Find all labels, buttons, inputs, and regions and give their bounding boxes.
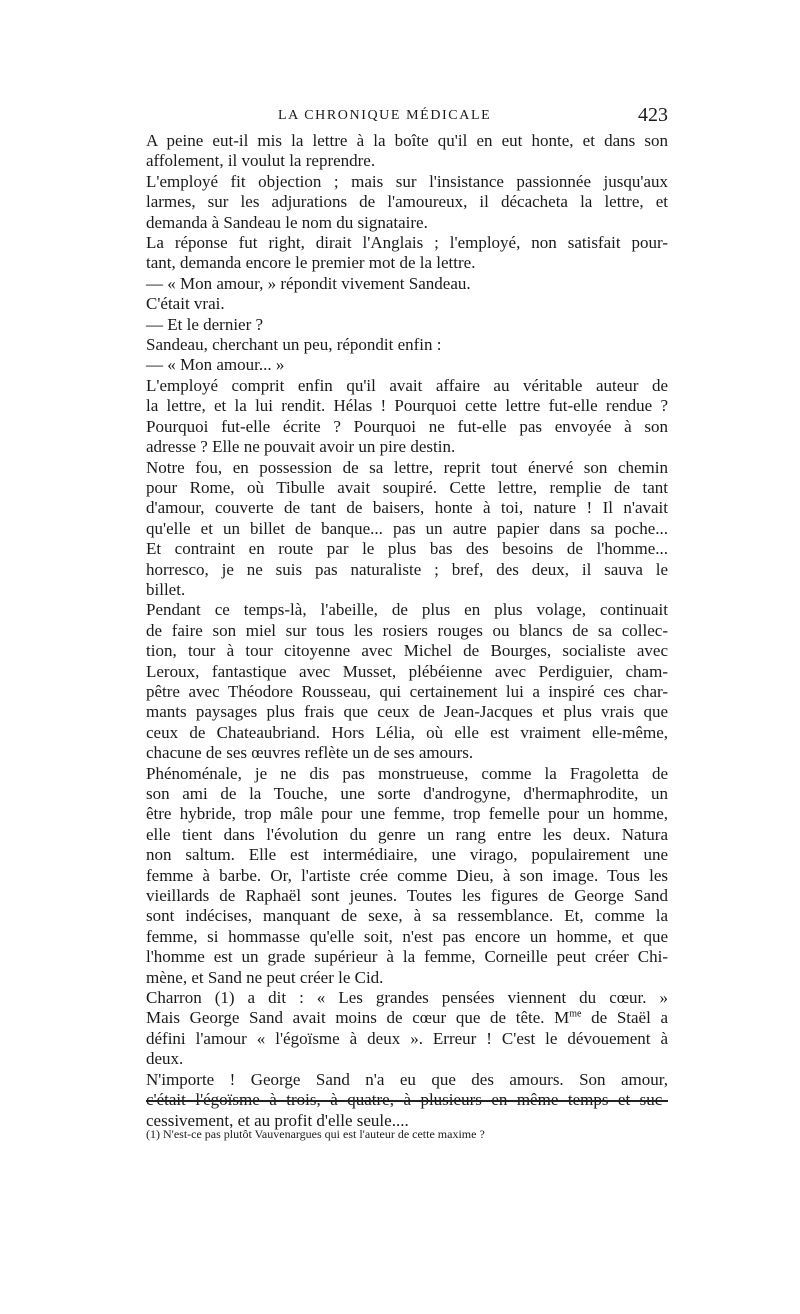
text-line: A peine eut-il mis la lettre à la boîte qu'il en eut honte, et dans son [146, 131, 668, 150]
text-line: L'employé fit objection ; mais sur l'insistance passionnée jusqu'aux [146, 171, 668, 191]
text-line: cessivement, et au profit d'elle seule.... [146, 1110, 409, 1130]
text-line: femme, si hommasse qu'elle soit, n'est pas encore un homme, et que [146, 926, 668, 946]
text-line: pêtre avec Théodore Rousseau, qui certainement lui a inspiré ces char- [146, 681, 668, 701]
text-line: Pendant ce temps-là, l'abeille, de plus en plus volage, continuait [146, 600, 668, 620]
text-line: elle tient dans l'évolution du genre un rang entre les deux. Natura [146, 824, 668, 844]
text-line [146, 1008, 668, 1028]
text-line: femme à barbe. Or, l'artiste crée comme Dieu, à son image. Tous les [146, 865, 668, 885]
text-line: l'homme est un grade supérieur à la femme, Corneille peut créer Chi- [146, 947, 668, 967]
text-line: Phénoménale, je ne dis pas monstrueuse, comme la Fragoletta de [146, 763, 668, 783]
text-line: affolement, il voulut la reprendre. [146, 151, 376, 171]
text-line: Leroux, fantastique avec Musset, plébéienne avec Perdiguier, cham- [146, 661, 668, 681]
text-line: N'importe ! George Sand n'a eu que des amours. Son amour, [146, 1069, 668, 1089]
text-line: mène, et Sand ne peut créer le Cid. [146, 967, 384, 987]
text-line: pour Rome, où Tibulle avait soupiré. Cette lettre, remplie de tant [146, 477, 668, 497]
text-line: — « Mon amour... » [146, 355, 285, 375]
text-line: horresco, je ne suis pas naturaliste ; bref, des deux, il sauva le [146, 559, 668, 579]
text-line: — « Mon amour, » répondit vivement Sandeau. [146, 273, 471, 293]
text-line: qu'elle et un billet de banque... pas un autre papier dans sa poche... [146, 518, 668, 538]
text-line: adresse ? Elle ne pouvait avoir un pire destin. [146, 437, 456, 457]
text-line: — Et le dernier ? [146, 314, 264, 334]
running-title: LA CHRONIQUE MÉDICALE [278, 108, 492, 123]
text-line: d'amour, couverte de tant de baisers, honte à toi, nature ! Il n'avait [146, 498, 668, 518]
text-line: tion, tour à tour citoyenne avec Michel de Bourges, socialiste avec [146, 641, 668, 661]
text-line: demanda à Sandeau le nom du signataire. [146, 212, 428, 232]
text-line: Sandeau, cherchant un peu, répondit enfin : [146, 335, 442, 355]
text-line: défini l'amour « l'égoïsme à deux ». Erreur ! C'est le dévouement à [146, 1028, 668, 1048]
text-fragment: de Staël a [581, 1008, 668, 1028]
text-line: de faire son miel sur tous les rosiers rouges ou blancs de sa collec- [146, 620, 668, 640]
text-line: L'employé comprit enfin qu'il avait affaire au véritable auteur de [146, 375, 668, 395]
text-line: Pourquoi fut-elle écrite ? Pourquoi ne fut-elle pas envoyée à son [146, 416, 668, 436]
text-fragment: Mais George Sand avait moins de cœur que de tête. M [146, 1008, 570, 1028]
text-line: Charron (1) a dit : « Les grandes pensées viennent du cœur. » [146, 988, 668, 1008]
text-line: son ami de la Touche, une sorte d'androgyne, d'hermaphrodite, un [146, 784, 668, 803]
text-line: ceux de Chateaubriand. Hors Lélia, où elle est vraiment elle-même, [146, 722, 668, 742]
text-line: la lettre, et la lui rendit. Hélas ! Pourquoi cette lettre fut-elle rendue ? [146, 396, 668, 416]
text-line: vieillards de Raphaël sont jeunes. Toutes les figures de George Sand [146, 886, 668, 906]
text-line: mants paysages plus frais que ceux de Jean-Jacques et plus vrais que [146, 702, 668, 722]
text-line: non saltum. Elle est intermédiaire, une virago, populairement une [146, 845, 668, 865]
text-line: être hybride, trop mâle pour une femme, trop femelle pour un homme, [146, 804, 668, 824]
text-line: c'était l'égoïsme à trois, à quatre, à plusieurs en même temps et suc- [146, 1090, 668, 1110]
text-line: Et contraint en route par le plus bas des besoins de l'homme... [146, 539, 668, 559]
footnote-divider [146, 1100, 668, 1102]
superscript: me [569, 1008, 582, 1020]
page-number: 423 [638, 104, 668, 126]
footnote: (1) N'est-ce pas plutôt Vauvenargues qui est l'auteur de cette maxime ? [146, 1127, 485, 1141]
text-line: chacune de ses œuvres reflète un de ses amours. [146, 743, 474, 763]
text-line: sont indécises, manquant de sexe, à sa ressemblance. Et, comme la [146, 906, 668, 926]
text-line: billet. [146, 579, 186, 599]
text-line: deux. [146, 1049, 184, 1069]
text-line: C'était vrai. [146, 294, 225, 314]
text-line: tant, demanda encore le premier mot de la lettre. [146, 253, 476, 273]
text-line: La réponse fut right, dirait l'Anglais ; l'employé, non satisfait pour- [146, 233, 668, 253]
text-line: Notre fou, en possession de sa lettre, reprit tout énervé son chemin [146, 457, 668, 477]
page-header [146, 104, 668, 134]
text-line: larmes, sur les adjurations de l'amoureux, il décacheta la lettre, et [146, 192, 668, 212]
body-text [146, 131, 668, 1131]
